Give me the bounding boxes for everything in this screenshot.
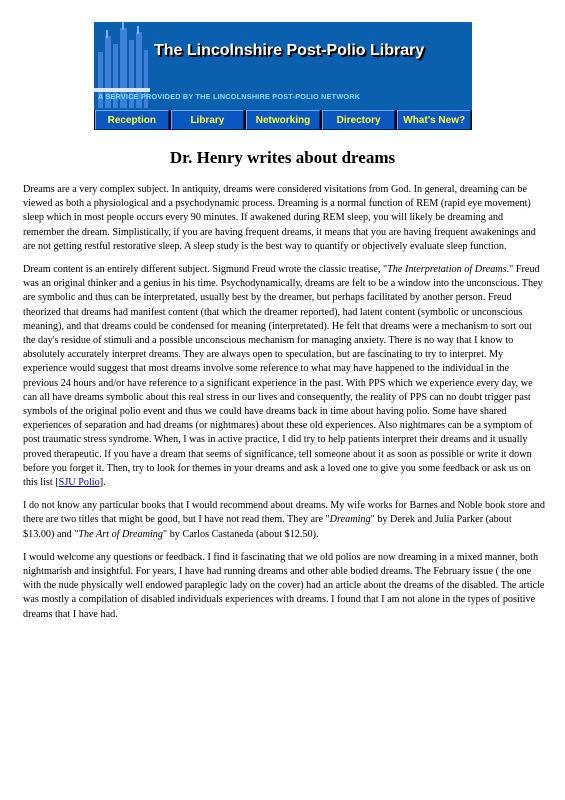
paragraph-2-text-b: ." Freud was an original thinker and a genius in his time. Psychodynamically, dreams are felt to be a window into the unconscious. They are symbolic and thus can be interpretated, usually best by the dreamer, but perhaps facilitated by another person. Freud theorized that dreams had manifest content (that which the dreamer reported), had latent content (symbolic or unconscious meaning), and that dreams could be condensed for meaning (interpretated). He felt that dreams were a mechanism to sort out the day's residue of stimuli and a possible unconscious mechanism for managing anxiety. There is no way that I know to absolutely accurately interpret dreams. They are always open to speculation, but are fascinating to try to interpret. My experience would suggest that most dreams involve some reference to what may have happened to the individual in the previous 24 hours and/or have reference to a significant experience in the past. With PPS which we experience every day, we can all have dreams symbolic about this real stress in our lives and consequently, the reality of PPS can no doubt trigger past symbols of the original polio event and thus we could have dreams back in time about having polio. Some have shared experiences of separation and had dreams (or nightmares) about these old experiences. Also nightmares can be a symptom of post traumatic stress syndrome. When, I was in active practice, I did try to help patients interpret their dreams and it usually proved therapeutic. If you have a dream that seems of significance, tell someone about it as soon as possible or write it down before you forget it. Then, try to look for themes in your dreams and ask a loved one to give you some feedback or ask us on this list [ bbox=[23, 264, 543, 489]
book-title-dreaming: Dreaming bbox=[329, 514, 371, 526]
paragraph-2-text-c: ]. bbox=[99, 477, 106, 489]
site-title: The Lincolnshire Post-Polio Library bbox=[154, 42, 425, 59]
paragraph-3-text-c: " by Carlos Castaneda (about $12.50). bbox=[163, 528, 319, 540]
main-nav bbox=[94, 110, 472, 130]
page-title: Dr. Henry writes about dreams bbox=[169, 148, 396, 167]
paragraph-4: I would welcome any questions or feedback. I find it fascinating that we old polios are now dreaming in a mixed manner, both nightmarish and insightful. For years, I have had running dreams and other able bodied dreams. The February issue ( the one with the nude physically well endowed paraplegic lady on the cover) had an article about the dreams of the disabled. The article was mostly a compilation of disabled individuals experiences with dreams. I found that I am not alone in the types of positive dreams that I have had. bbox=[23, 551, 545, 620]
sju-polio-link[interactable]: SJU Polio bbox=[58, 477, 100, 489]
paragraph-2-text-a: Dream content is an entirely different subject. Sigmund Freud wrote the classic treatise, " bbox=[23, 264, 388, 276]
paragraph-2 bbox=[23, 263, 545, 490]
article-body bbox=[23, 183, 545, 631]
paragraph-1: Dreams are a very complex subject. In antiquity, dreams were considered visitations from God. In general, dreaming can be viewed as both a physiological and a psychodynamic process. Dreaming is a normal function of REM (rapid eye movement) sleep which in most people occurs every 90 minutes. If awakened during REM sleep, you will likely be dreaming and remember the dream. Simplistically, if you are having frequent dreams, it means that you are having frequent awakenings and are not getting restful restorative sleep. A sleep study is the best way to quantify or objectively evaluate sleep function. bbox=[23, 184, 536, 252]
site-subtitle: A SERVICE PROVIDED BY THE LINCOLNSHIRE POST-POLIO NETWORK bbox=[98, 92, 361, 101]
paragraph-3-text-a: I do not know any particular books that I would recommend about dreams. My wife works for Barnes and Noble book store and there are two titles that might be good, but I have not read them. They are " bbox=[23, 500, 545, 526]
nav-reception[interactable]: Reception bbox=[95, 110, 169, 130]
paragraph-3 bbox=[23, 499, 545, 542]
nav-networking[interactable]: Networking bbox=[246, 110, 320, 130]
paragraph-3-text-b: " by Derek and Julia Parker (about $13.00) and " bbox=[23, 514, 512, 540]
book-title-interpretation: The Interpretation of Dreams bbox=[387, 264, 507, 276]
site-banner[interactable] bbox=[94, 22, 472, 130]
nav-library[interactable]: Library bbox=[171, 110, 245, 130]
book-title-art-of-dreaming: The Art of Dreaming bbox=[78, 528, 163, 540]
nav-directory[interactable]: Directory bbox=[322, 110, 396, 130]
nav-whats-new[interactable]: What's New? bbox=[397, 110, 471, 130]
